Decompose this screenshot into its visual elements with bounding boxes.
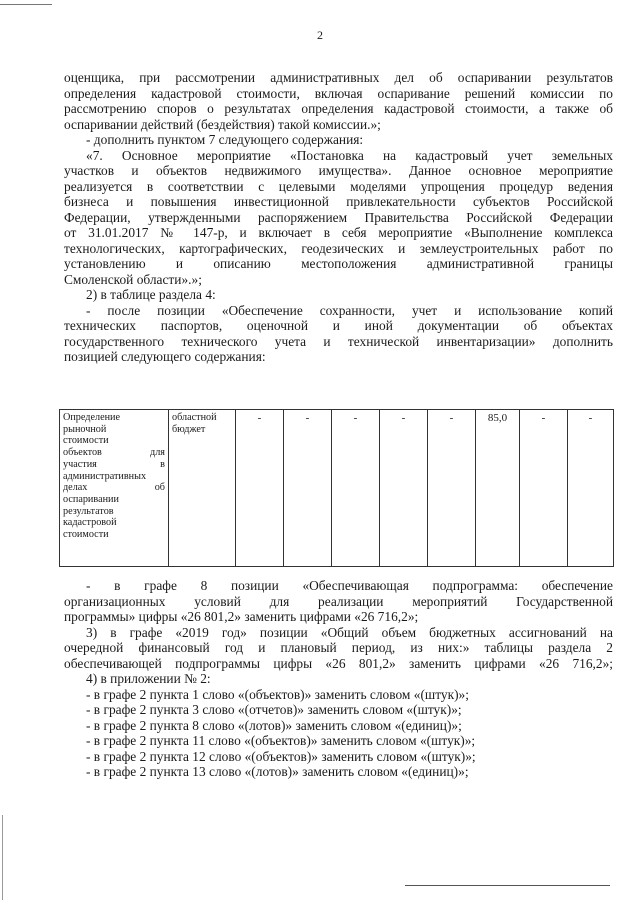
position-table [59, 409, 614, 567]
text-line: определения кадастровой стоимости, включая оспаривание решений комиссии по [64, 85, 613, 101]
text-line: Смоленской области».»; [64, 271, 202, 287]
text-line: - дополнить пунктом 7 следующего содержания: [86, 132, 364, 147]
text-line: бизнеса и повышения инвестиционной привлекательности субъектов Российской [64, 194, 613, 209]
scan-corner-mark [0, 4, 52, 5]
text-line: государственного технического учета и технической инвентаризации» дополнить [64, 333, 613, 349]
text-line: «7. Основное мероприятие «Постановка на кадастровый учет земельных [86, 147, 613, 163]
text-line: - в графе 8 позиции «Обеспечивающая подпрограмма: обеспечение [86, 578, 613, 593]
table-cell-value: - [236, 410, 284, 567]
text-line: - в графе 2 пункта 3 слово «(отчетов)» заменить словом «(штук)»; [86, 702, 462, 717]
text-line: обеспечивающей подпрограммы цифры «26 801,2» заменить цифрами «26 716,2»; [64, 655, 613, 671]
text-line: от 31.01.2017 № 147-р, и включает в себя мероприятие «Выполнение комплекса [64, 225, 613, 240]
table-cell-source: областной бюджет [169, 410, 236, 567]
text-line: позицией следующего содержания: [64, 349, 266, 364]
text-line: - после позиции «Обеспечение сохранности, учет и использование копий [86, 302, 613, 318]
table-cell-value: - [520, 410, 568, 567]
text-line: - в графе 2 пункта 1 слово «(объектов)» заменить словом «(штук)»; [86, 686, 469, 702]
text-line: участков и объектов недвижимого имущества». Данное основное мероприятие [64, 163, 613, 178]
table-cell-value: - [428, 410, 476, 567]
text-line: оспаривании действий (бездействия) такой комиссии.»; [64, 116, 381, 132]
table-cell-value: - [284, 410, 332, 567]
table-cell-value: - [380, 410, 428, 567]
text-line: программы» цифры «26 801,2» заменить цифрами «26 716,2»; [64, 609, 419, 624]
text-block-lower [64, 578, 613, 780]
text-line: 2) в таблице раздела 4: [86, 287, 216, 302]
footer-rule [405, 885, 610, 886]
text-line: установлению и описанию местоположения административной границы [64, 256, 613, 271]
text-block-upper [64, 70, 613, 365]
text-line: очередной финансовый год и плановый период, из них:» таблицы раздела 2 [64, 640, 613, 655]
text-line: 4) в приложении № 2: [86, 671, 211, 686]
text-line: реализуется в соответствии с целевыми моделями упрощения процедур ведения [64, 178, 613, 194]
text-line: - в графе 2 пункта 13 слово «(лотов)» заменить словом «(единиц)»; [86, 764, 469, 779]
table-cell-value: - [332, 410, 380, 567]
text-line: организационных условий для реализации мероприятий Государственной [64, 593, 613, 609]
text-line: оценщика, при рассмотрении административных дел об оспаривании результатов [64, 70, 613, 85]
table-row [60, 410, 614, 567]
table-cell-measure: Определение рыночной стоимости объектов для участия в административных делах об оспаривании результатов кадастровой стоимости [60, 410, 169, 567]
text-line: технических паспортов, оценочной и иной документации об объектах [64, 318, 613, 333]
text-line: - в графе 2 пункта 8 слово «(лотов)» заменить словом «(единиц)»; [86, 717, 462, 733]
table-cell-value: 85,0 [476, 410, 520, 567]
text-line: рассмотрению споров о результатах определения кадастровой стоимости, а также об [64, 101, 613, 116]
text-line: 3) в графе «2019 год» позиции «Общий объем бюджетных ассигнований на [86, 624, 613, 640]
text-line: Федерации, утвержденными распоряжением Правительства Российской Федерации [64, 209, 613, 225]
text-line: - в графе 2 пункта 11 слово «(объектов)» заменить словом «(штук)»; [86, 733, 476, 748]
text-line: технологических, картографических, геодезических и землеустроительных работ по [64, 240, 613, 256]
page-number: 2 [317, 28, 323, 42]
text-line: - в графе 2 пункта 12 слово «(объектов)» заменить словом «(штук)»; [86, 748, 476, 764]
scan-edge-mark [2, 815, 3, 900]
table-cell-value: - [568, 410, 614, 567]
